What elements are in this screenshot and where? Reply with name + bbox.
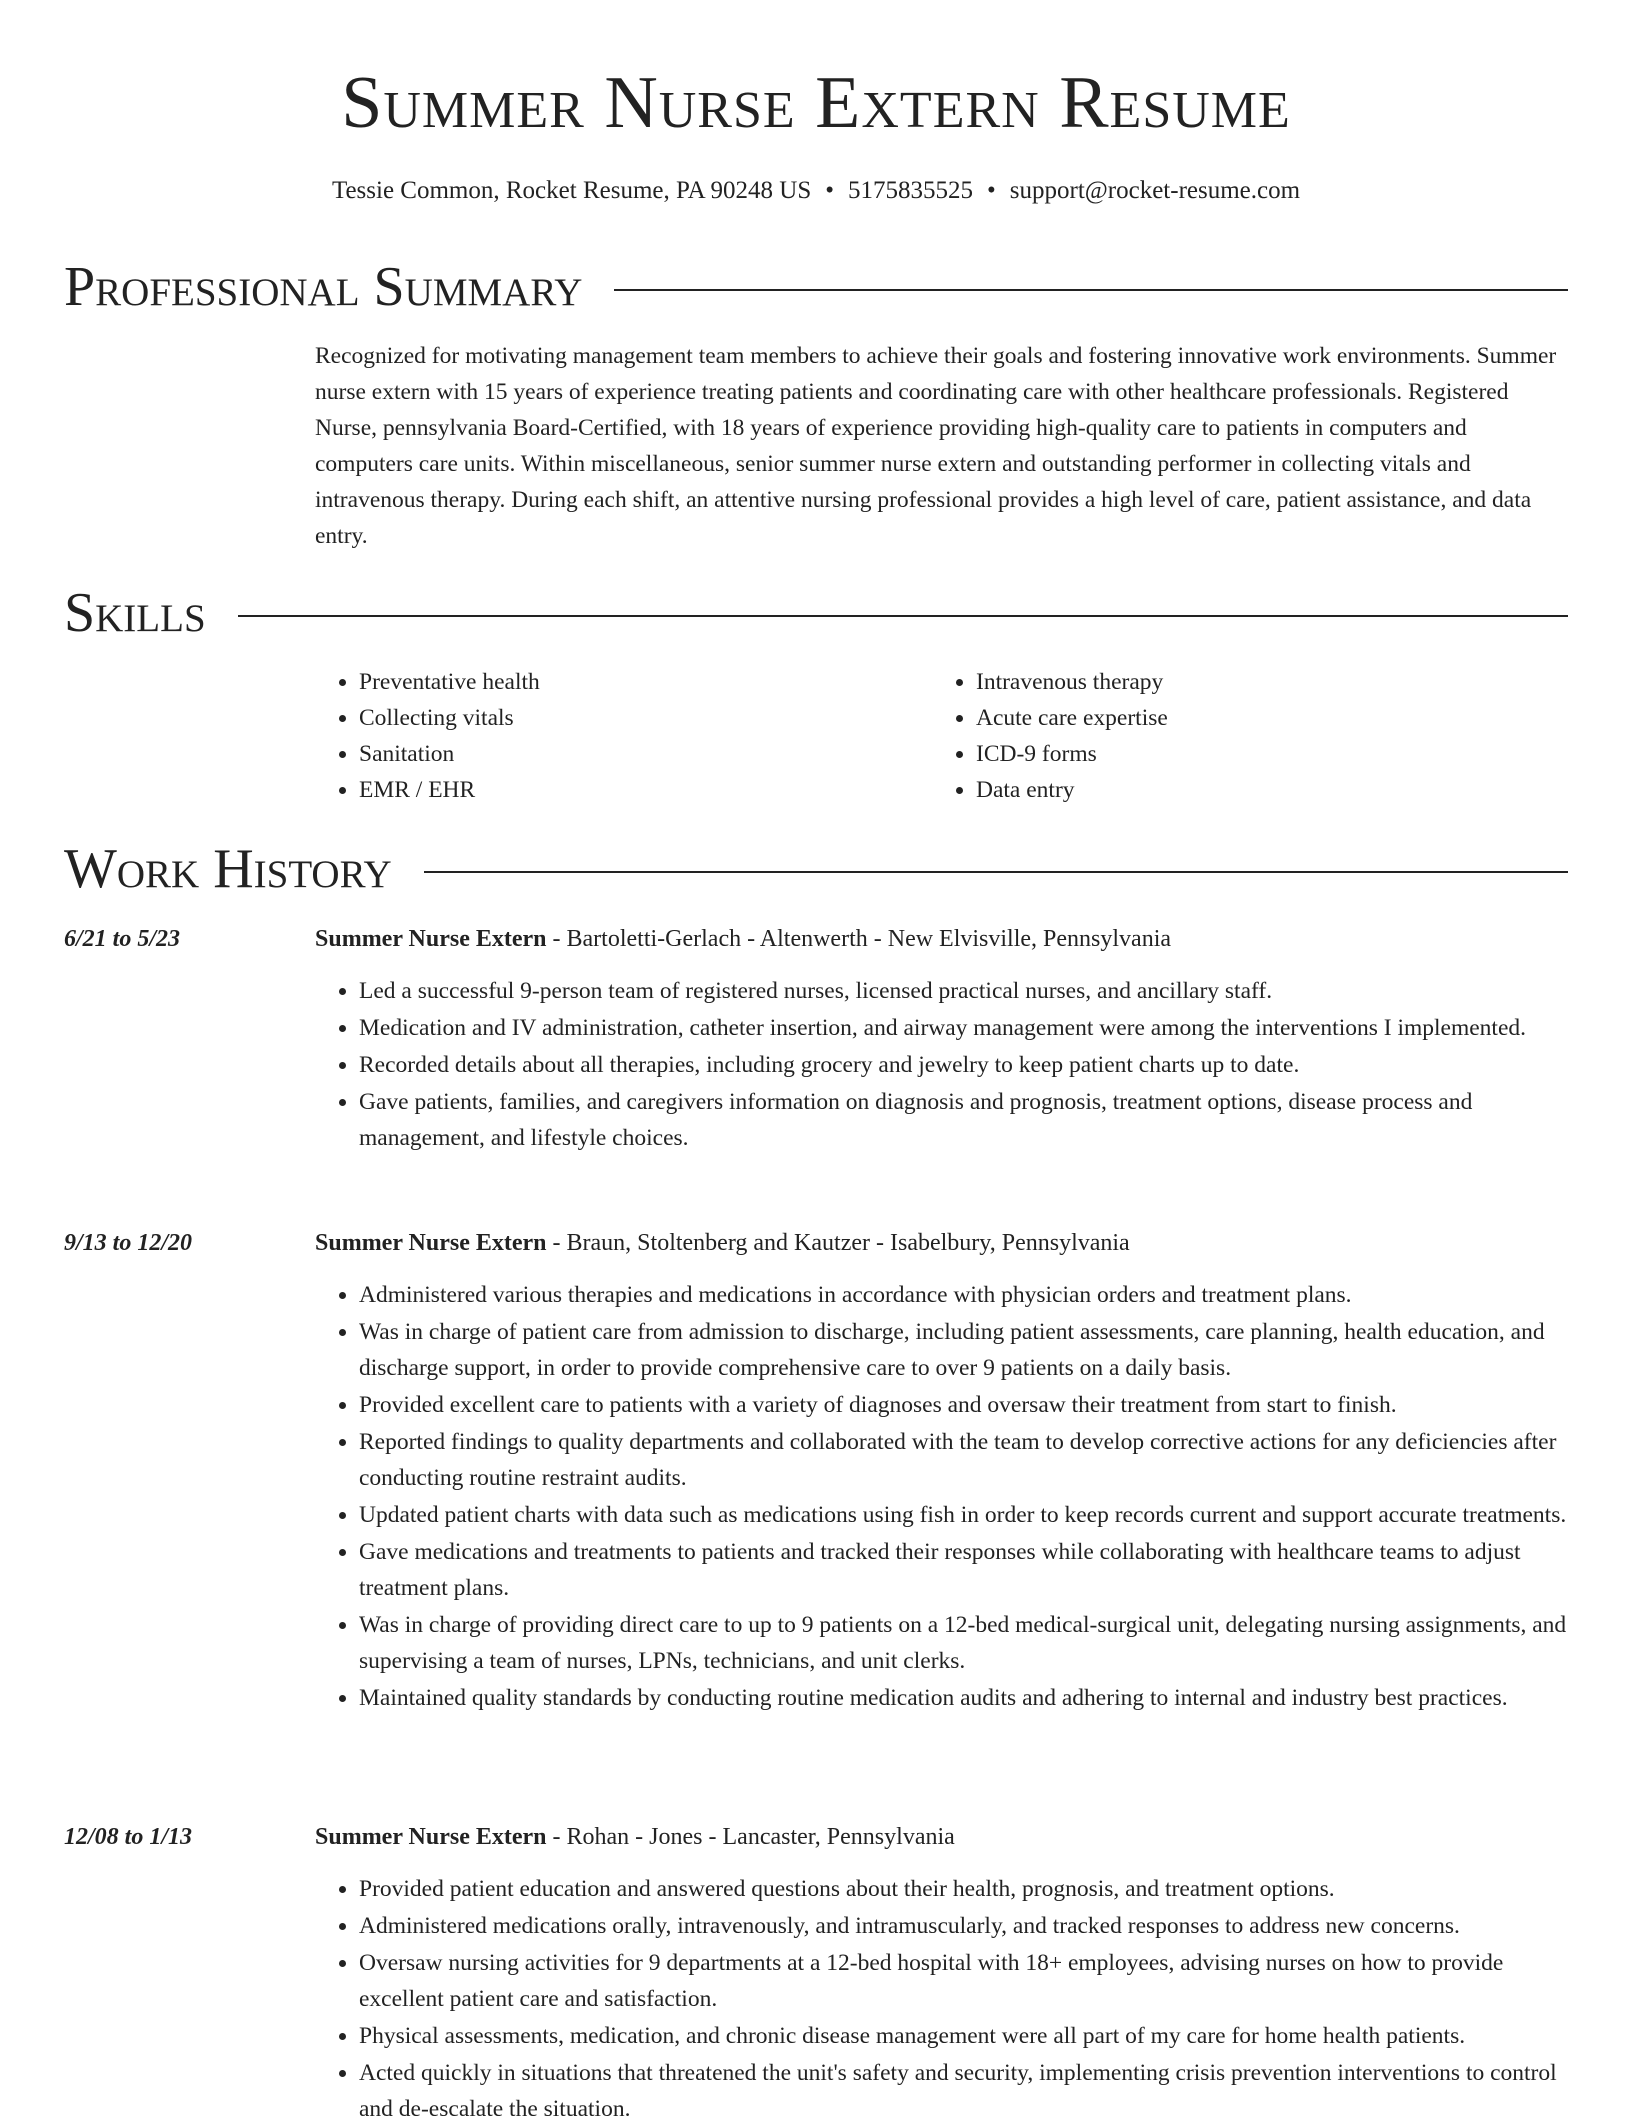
job-bullet: • Physical assessments, medication, and chronic disease management were all part of my care for home health patients. <box>359 2018 1568 2054</box>
job-bullets <box>315 1277 1568 1717</box>
section-divider <box>614 289 1568 291</box>
job-bullets <box>315 1871 1568 2128</box>
section-divider <box>424 871 1568 873</box>
skill-item: • ICD-9 forms <box>976 736 1549 772</box>
job-bullet: • Maintained quality standards by conducting routine medication audits and adhering to internal and industry best practices. <box>359 1680 1568 1716</box>
job-dates: 9/13 to 12/20 <box>64 1230 193 1256</box>
section-divider <box>238 615 1568 617</box>
skill-item: • Data entry <box>976 772 1549 808</box>
summary-section-header <box>64 254 1568 320</box>
job-title: Summer Nurse Extern <box>315 1824 547 1850</box>
job-employer: - Rohan - Jones - Lancaster, Pennsylvania <box>546 1824 955 1850</box>
job-bullet: • Acted quickly in situations that threatened the unit's safety and security, implementing crisis prevention interventions to control and de-escalate the situation. <box>359 2055 1568 2127</box>
job-bullet: • Gave medications and treatments to patients and tracked their responses while collaborating with healthcare teams to adjust treatment plans. <box>359 1534 1568 1606</box>
job-bullet: • Provided excellent care to patients with a variety of diagnoses and oversaw their treatment from start to finish. <box>359 1387 1568 1423</box>
job-bullet: • Was in charge of patient care from admission to discharge, including patient assessments, care planning, health education, and discharge support, in order to provide comprehensive care to over 9 patients on a daily basis. <box>359 1314 1568 1386</box>
job-bullet: • Recorded details about all therapies, including grocery and jewelry to keep patient charts up to date. <box>359 1047 1568 1083</box>
skill-item: • Preventative health <box>359 664 932 700</box>
summary-heading: Professional Summary <box>64 256 583 318</box>
skills-columns <box>315 664 1568 808</box>
job-title: Summer Nurse Extern <box>315 926 547 952</box>
job-header <box>315 921 1568 957</box>
job-bullet: • Oversaw nursing activities for 9 departments at a 12-bed hospital with 18+ employees, advising nurses on how to provide excellent patient care and satisfaction. <box>359 1945 1568 2017</box>
contact-email: support@rocket-resume.com <box>1009 177 1301 204</box>
job-bullet: • Gave patients, families, and caregivers information on diagnosis and prognosis, treatment options, disease process and management, and lifestyle choices. <box>359 1084 1568 1156</box>
contact-separator: • <box>987 177 996 204</box>
contact-phone: 5175835525 <box>848 177 973 204</box>
job-dates: 6/21 to 5/23 <box>64 926 181 952</box>
contact-separator: • <box>825 177 834 204</box>
job-bullet: • Medication and IV administration, catheter insertion, and airway management were among the interventions I implemented. <box>359 1010 1568 1046</box>
contact-line <box>0 174 1632 208</box>
skill-item: • EMR / EHR <box>359 772 932 808</box>
job-bullet: • Provided patient education and answered questions about their health, prognosis, and treatment options. <box>359 1871 1568 1907</box>
job-header <box>315 1819 1568 1855</box>
job-header <box>315 1225 1568 1261</box>
skill-item: • Acute care expertise <box>976 700 1549 736</box>
job-bullet: • Reported findings to quality departments and collaborated with the team to develop corrective actions for any deficiencies after conducting routine restraint audits. <box>359 1424 1568 1496</box>
skill-item: • Sanitation <box>359 736 932 772</box>
job-title: Summer Nurse Extern <box>315 1230 547 1256</box>
contact-address: Tessie Common, Rocket Resume, PA 90248 US <box>331 177 812 204</box>
summary-text: Recognized for motivating management team members to achieve their goals and fostering innovative work environments. Summer nurse extern with 15 years of experience treating patients and coordinating care with other healthcare professionals. Registered Nurse, pennsylvania Board-Certified, with 18 years of experience providing high-quality care to patients in computers and computers care units. Within miscellaneous, senior summer nurse extern and outstanding performer in collecting vitals and intravenous therapy. During each shift, an attentive nursing professional provides a high level of care, patient assistance, and data entry. <box>315 343 1557 549</box>
job-bullet: • Was in charge of providing direct care to up to 9 patients on a 12-bed medical-surgical unit, delegating nursing assignments, and supervising a team of nurses, LPNs, technicians, and unit clerks. <box>359 1607 1568 1679</box>
skills-list-left <box>315 664 932 808</box>
skills-heading: Skills <box>64 582 206 644</box>
job-dates: 12/08 to 1/13 <box>64 1824 193 1850</box>
job-bullet: • Administered various therapies and medications in accordance with physician orders and treatment plans. <box>359 1277 1568 1313</box>
job-bullets <box>315 973 1568 1157</box>
job-bullet: • Administered medications orally, intravenously, and intramuscularly, and tracked responses to address new concerns. <box>359 1908 1568 1944</box>
skill-item: • Intravenous therapy <box>976 664 1549 700</box>
skill-item: • Collecting vitals <box>359 700 932 736</box>
skills-section-header <box>64 580 1568 646</box>
work-heading: Work History <box>64 838 392 900</box>
job-employer: - Bartoletti-Gerlach - Altenwerth - New Elvisville, Pennsylvania <box>546 926 1172 952</box>
job-bullet: • Updated patient charts with data such as medications using fish in order to keep records current and support accurate treatments. <box>359 1497 1568 1533</box>
skills-list-right <box>932 664 1549 808</box>
resume-title: Summer Nurse Extern Resume <box>341 62 1291 144</box>
job-bullet: • Led a successful 9-person team of registered nurses, licensed practical nurses, and ancillary staff. <box>359 973 1568 1009</box>
job-employer: - Braun, Stoltenberg and Kautzer - Isabelbury, Pennsylvania <box>546 1230 1130 1256</box>
work-section-header <box>64 836 1568 902</box>
